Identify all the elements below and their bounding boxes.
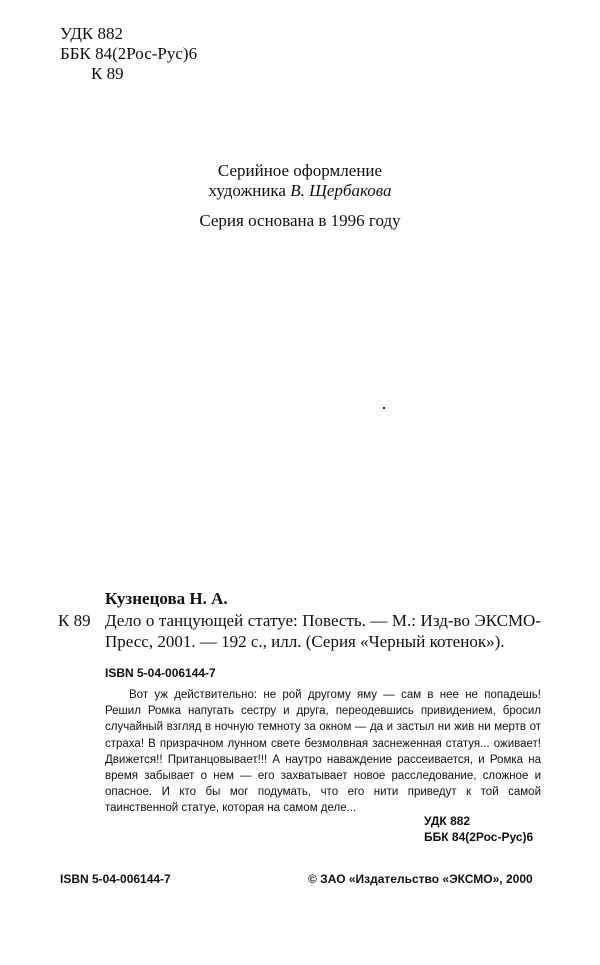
series-design-label: Серийное оформление xyxy=(217,161,383,180)
udk-code: УДК 882 xyxy=(60,24,124,43)
artist-name: В. Щербакова xyxy=(290,181,392,200)
footer-udk-code: УДК 882 xyxy=(424,814,471,828)
series-founded: Серия основана в 1996 году xyxy=(199,211,401,230)
record-isbn: ISBN 5-04-006144-7 xyxy=(105,666,216,680)
bbk-code: ББК 84(2Рос-Рус)6 xyxy=(60,44,198,63)
print-speck xyxy=(383,407,385,409)
record-code: К 89 xyxy=(58,611,91,630)
footer-isbn: ISBN 5-04-006144-7 xyxy=(60,872,171,886)
book-annotation: Вот уж действительно: не рой другому яму — сам в нее не попадешь! Решил Ромка напугать сестру и друга, переодевшись привидением, бросил случайный взгляд в ночную темноту за окном — да и застыл ни жив ни мертв от страха! В призрачном лунном свете безмолвная заснеженная статуя... оживает! Движется!! Пританцовывает!!! А наутро наваждение рассеивается, и Ромка на время забывает о нем — его захватывает новое расследование, сложное и опасное. И кто бы мог подумать, что его нити приведут к той самой таинственной статуе, которая на самом деле... xyxy=(105,689,541,815)
record-description: Дело о танцующей статуе: Повесть. — М.: Изд-во ЭКСМО-Пресс, 2001. — 192 с., илл. (Серия «Черный котенок»). xyxy=(105,611,541,651)
series-artist-line xyxy=(0,181,600,201)
artist-prefix: художника xyxy=(208,181,291,200)
author-mark-code: К 89 xyxy=(91,64,124,83)
series-design-credit xyxy=(0,161,600,201)
footer-classification-codes xyxy=(424,813,533,845)
classification-codes xyxy=(60,24,197,84)
record-author: Кузнецова Н. А. xyxy=(105,589,228,608)
copyright-notice: © ЗАО «Издательство «ЭКСМО», 2000 xyxy=(308,872,533,886)
footer-bbk-code: ББК 84(2Рос-Рус)6 xyxy=(424,830,534,844)
